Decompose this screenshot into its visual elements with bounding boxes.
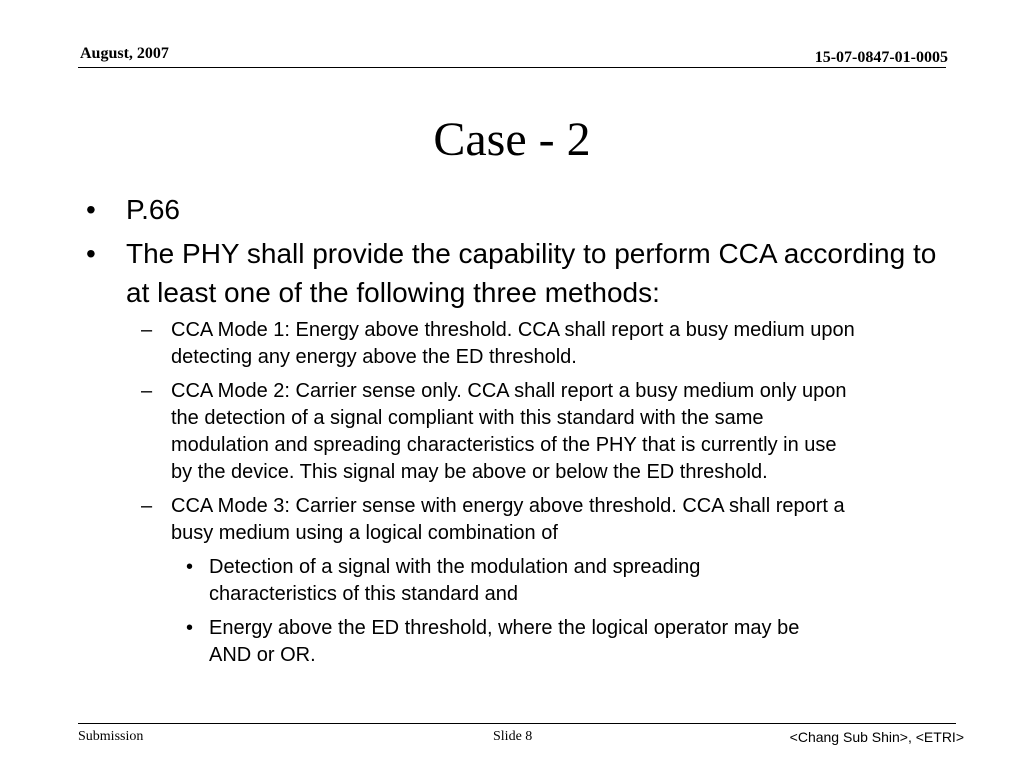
sub-bullet-marker: – <box>141 495 153 517</box>
sub-bullet-item <box>86 317 861 371</box>
footer-divider <box>78 723 956 724</box>
sub-sub-bullet-item <box>86 554 821 608</box>
sub-bullet-text: CCA Mode 3: Carrier sense with energy above threshold. CCA shall report a busy medium using a logical combination of <box>171 495 845 544</box>
footer-author: <Chang Sub Shin>, <ETRI> <box>789 729 964 745</box>
slide-title: Case - 2 <box>433 113 591 166</box>
bullet-marker: • <box>86 238 96 269</box>
sub-sub-bullet-item <box>86 615 821 669</box>
bullet-item <box>86 190 946 229</box>
sub-sub-bullet-text: Energy above the ED threshold, where the logical operator may be AND or OR. <box>209 617 800 666</box>
footer-submission: Submission <box>78 729 144 744</box>
sub-bullet-text: CCA Mode 2: Carrier sense only. CCA shall report a busy medium only upon the detection of a signal compliant with this standard with the same modulation and spreading characteristics of the PHY that is currently in use by the device. This signal may be above or below the ED threshold. <box>171 380 847 483</box>
sub-sub-bullet-text: Detection of a signal with the modulation and spreading characteristics of this standard and <box>209 556 701 605</box>
header-date: August, 2007 <box>80 45 169 62</box>
slide-number: Slide 8 <box>493 729 533 744</box>
sub-bullet-item <box>86 378 861 486</box>
bullet-text: The PHY shall provide the capability to perform CCA according to at least one of the following three methods: <box>126 238 937 308</box>
bullet-text: P.66 <box>126 194 180 225</box>
sub-bullet-item <box>86 493 861 547</box>
sub-bullet-marker: – <box>141 380 153 402</box>
bullet-item <box>86 234 946 312</box>
document-number: 15-07-0847-01-0005 <box>814 49 948 66</box>
sub-sub-bullet-marker: • <box>186 556 194 578</box>
sub-bullet-text: CCA Mode 1: Energy above threshold. CCA shall report a busy medium upon detecting any energy above the ED threshold. <box>171 319 855 368</box>
slide-body <box>86 190 946 676</box>
bullet-marker: • <box>86 194 96 225</box>
sub-sub-bullet-marker: • <box>186 617 194 639</box>
sub-bullet-marker: – <box>141 319 153 341</box>
header-divider <box>78 67 946 68</box>
